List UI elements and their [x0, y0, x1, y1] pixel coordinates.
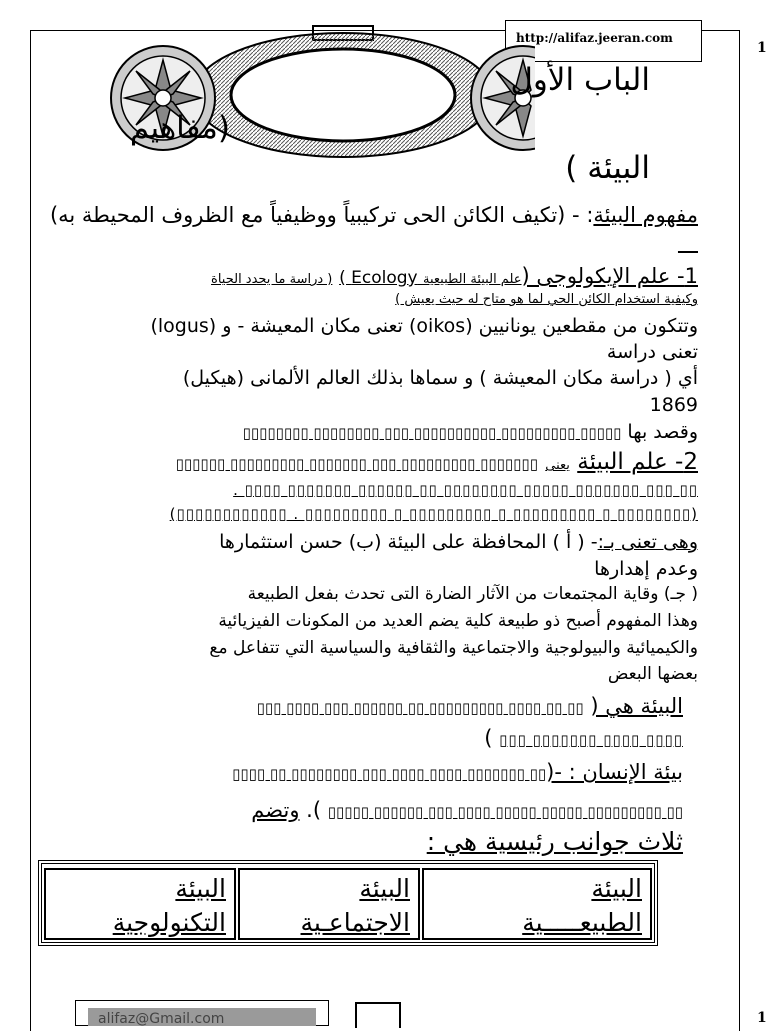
ornament-frame — [105, 20, 535, 180]
aspect-natural-line2: الطبيعـــــية — [522, 908, 642, 937]
url-text: http://alifaz.jeeran.com — [516, 31, 673, 45]
env-concept-line1 — [48, 202, 698, 256]
aspect-tech-cell — [44, 868, 236, 940]
human-env-hidden-line2: ▯▯ ▯▯▯▯▯▯▯▯▯ ▯▯▯▯▯ ▯▯▯▯▯ ▯▯▯▯ ▯▯▯ ▯▯▯▯▯▯ ▯▯▯▯▯ — [327, 803, 683, 821]
env-concept-term: مفهوم البيئة — [593, 203, 698, 227]
aspects-table — [38, 860, 658, 946]
gmail-text: alifaz@Gmail.com — [98, 1011, 225, 1027]
env-is-line1 — [43, 692, 683, 722]
ecology-small-label: علم البيئة الطبيعية — [422, 272, 522, 287]
ecology-origin-line2: تعنى دراسة — [606, 341, 698, 363]
ecology-english: Ecology ) — [339, 268, 418, 288]
ecology-origin-line1: وتتكون من مقطعين يونانيين (oikos) تعنى مكان المعيشة - و (logus) — [150, 315, 698, 337]
aspect-tech-line1: البيئة — [175, 874, 226, 903]
env-concept-colon: : — [586, 203, 594, 227]
aspect-social-cell — [238, 868, 420, 940]
aspect-social-line2: الاجتماعـية — [300, 908, 410, 937]
page-number-bottom: 1 — [757, 1010, 767, 1026]
env-concept-definition: - (تكيف الكائن الحى تركيبياً ووظيفياً مع الظروف المحيطة به) — [49, 203, 580, 227]
env-science-hidden-line1: ▯▯▯▯▯▯▯ ▯▯▯▯▯▯▯▯▯ ▯▯▯ ▯▯▯▯▯▯▯ ▯▯▯▯▯▯▯▯▯ ▯▯▯▯▯▯ — [175, 455, 538, 473]
ecology-intent-prefix: وقصد بها — [627, 421, 698, 443]
aspect-natural-line1: البيئة — [591, 874, 642, 903]
ecology-intent-hidden: ▯▯▯▯▯ ▯▯▯▯▯▯▯▯▯ ▯▯▯▯▯▯▯▯▯▯ ▯▯▯ ▯▯▯▯▯▯▯▯ ▯▯▯▯▯▯▯▯ — [242, 424, 622, 442]
aims-line6: بعضها البعض — [607, 664, 698, 684]
aims-line1 — [28, 530, 698, 555]
human-env-line2 — [43, 796, 683, 826]
title-line3: البيئة ) — [565, 150, 650, 186]
human-env-hidden-line1: ▯▯ ▯▯▯▯▯▯▯ ▯▯▯▯ ▯▯▯▯ ▯▯▯ ▯▯▯▯▯▯▯▯ ▯▯ ▯▯▯▯ — [232, 765, 547, 783]
aspect-tech-line2: التكنولوجية — [112, 908, 226, 937]
env-science-heading: 2- علم البيئة — [577, 449, 698, 475]
page-number-top: 1 — [757, 40, 767, 56]
title-line2: (مفاهيم — [129, 110, 230, 146]
env-science-heading-line — [28, 448, 698, 480]
aims-line1-rest: - ( أ ) المحافظة على البيئة (ب) حسن استثمارها — [219, 531, 598, 553]
ecology-meaning-year: 1869 — [649, 394, 698, 416]
aspect-natural-cell — [422, 868, 652, 940]
env-science-hidden-line3: (▯▯▯▯▯▯▯▯ ▯ ▯▯▯▯▯▯▯▯▯ ▯ ▯▯▯▯▯▯▯▯▯ ▯ ▯▯▯▯▯▯▯▯▯ . ▯▯▯▯▯▯▯▯▯▯▯▯) — [169, 505, 698, 523]
human-env-includes: وتضم — [251, 798, 300, 822]
aims-line2: وعدم إهدارها — [594, 558, 698, 580]
three-aspects-heading: ثلاث جوانب رئيسية هي : — [426, 827, 683, 856]
aims-label: وهى تعنى بـ: — [597, 531, 698, 553]
aims-line4: وهذا المفهوم أصبح ذو طبيعة كلية يضم العديد من المكونات الفيزيائية — [218, 611, 698, 631]
title-line1: الباب الأول — [510, 62, 650, 98]
aims-line5: والكيميائية والبيولوجية والاجتماعية والثقافية والسياسية التي تتفاعل مع — [209, 638, 698, 658]
env-is-line2 — [484, 724, 683, 754]
ecology-intent — [98, 420, 698, 446]
footer-box — [355, 1002, 401, 1028]
human-env-label: بيئة الإنسان : -( — [546, 760, 683, 784]
gmail-badge — [75, 1000, 329, 1026]
env-science-hidden-line2: ▯▯ ▯▯▯ ▯▯▯▯▯▯▯ ▯▯▯▯▯ ▯▯▯▯▯▯▯▯ ▯▯ ▯▯▯▯▯▯ ▯▯▯▯▯▯▯ ▯▯▯▯ . — [233, 481, 698, 499]
ecology-heading-text: 1- علم الإيكولوجى ( — [521, 264, 698, 288]
env-is-hidden-line1: ▯▯ ▯▯ ▯▯▯▯ ▯▯▯▯▯▯▯▯▯ ▯▯ ▯▯▯▯▯▯ ▯▯▯ ▯▯▯▯ ▯▯▯ — [256, 699, 584, 717]
aims-line3: ( جـ) وقاية المجتمعات من الآثار الضارة التى تحدث بفعل الطبيعة — [247, 584, 698, 604]
env-is-close: ) — [484, 726, 500, 750]
human-env-close: ). — [299, 798, 328, 822]
ecology-note-line2: وكيفية استخدام الكائن الحي لما هو متاح له حيث يعيش ) — [395, 292, 698, 307]
human-env-line1 — [43, 758, 683, 788]
ecology-meaning-line1: أي ( دراسة مكان المعيشة ) و سماها بذلك العالم الألمانى (هيكيل) — [182, 367, 698, 389]
env-is-hidden-line2: ▯▯▯▯ ▯▯▯▯ ▯▯▯▯▯▯▯ ▯▯▯ — [499, 731, 683, 749]
aspect-social-line1: البيئة — [359, 874, 410, 903]
env-is-label: البيئة هي ( — [590, 694, 683, 718]
ecology-note-line1: ( دراسة ما يحدد الحياة — [211, 272, 333, 287]
env-science-small-label: يعنى — [545, 458, 570, 473]
ecology-heading — [38, 262, 698, 294]
